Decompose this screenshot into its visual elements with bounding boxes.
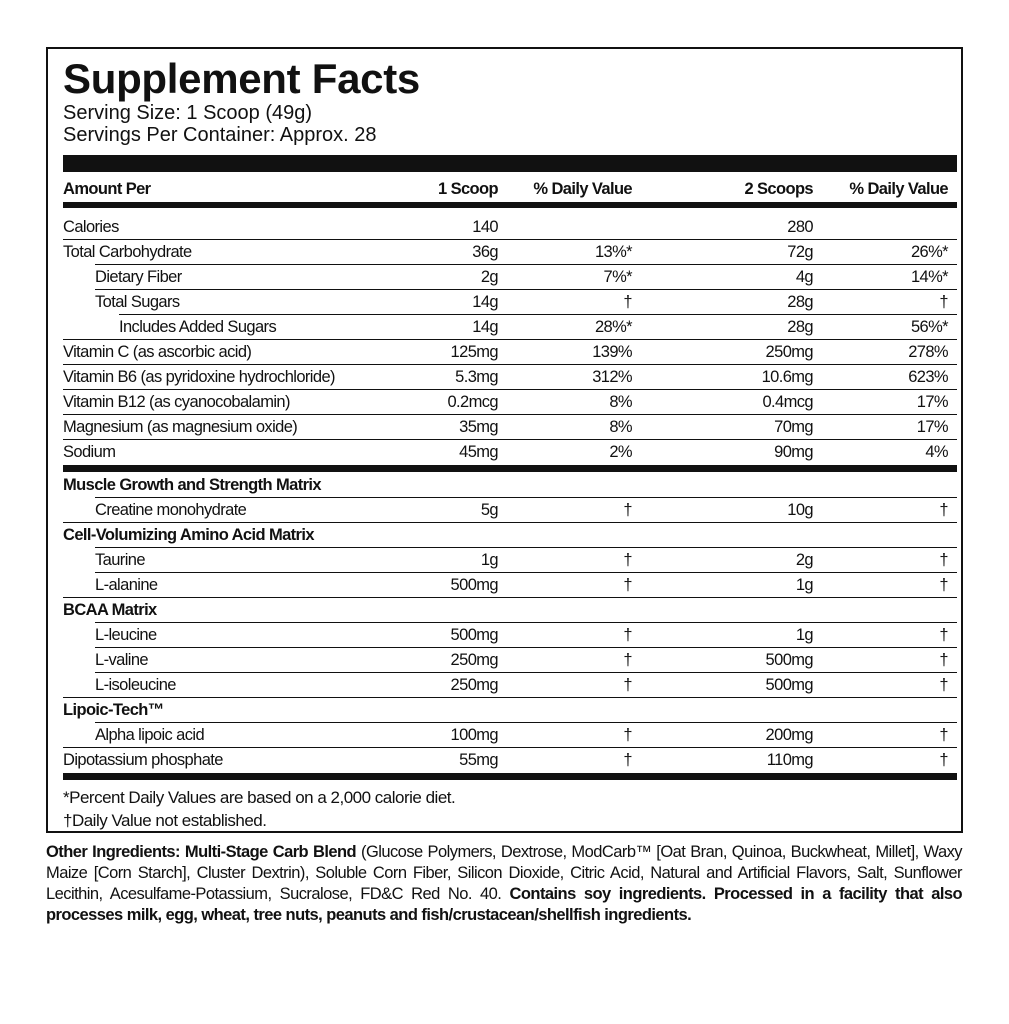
header-2-scoops: 2 Scoops xyxy=(744,180,813,198)
amount-1-scoop: 140 xyxy=(472,218,498,236)
table-row xyxy=(63,572,957,597)
dv-2-scoops: † xyxy=(939,676,948,694)
amount-2-scoops: 500mg xyxy=(765,676,813,694)
amount-2-scoops: 28g xyxy=(787,293,813,311)
ingredients-text: (Glucose Polymers, Dextrose, ModCarb™ [Oat Bran, Quinoa, Buckwheat, Millet], Waxy Maize [Corn Starch], Cluster Dextrin), Soluble Corn Fiber, Silicon Dioxide, Citric Acid, Natural and Artificial Flavors, Salt, Sunflower Lecithin, Acesulfame-Potassium, Sucralose, FD&C Red No. 40. xyxy=(46,843,962,903)
section-heading-row xyxy=(63,597,957,622)
amount-1-scoop: 0.2mcg xyxy=(447,393,498,411)
dv-2-scoops: † xyxy=(939,726,948,744)
nutrient-label: Sodium xyxy=(63,443,116,461)
table-row xyxy=(63,214,957,239)
medium-divider xyxy=(63,202,957,208)
header-dv-2: % Daily Value xyxy=(849,180,948,198)
nutrient-label: Creatine monohydrate xyxy=(95,501,247,519)
amount-1-scoop: 500mg xyxy=(450,576,498,594)
dv-2-scoops: † xyxy=(939,651,948,669)
dv-2-scoops: 26%* xyxy=(910,243,948,261)
amount-1-scoop: 125mg xyxy=(450,343,498,361)
other-ingredients xyxy=(46,842,962,926)
dv-2-scoops: † xyxy=(939,551,948,569)
dv-2-scoops: 14%* xyxy=(910,268,948,286)
footnote-dagger: †Daily Value not established. xyxy=(63,811,267,830)
footnote-percent-dv: *Percent Daily Values are based on a 2,000 calorie diet. xyxy=(63,788,456,807)
nutrient-label: L-valine xyxy=(95,651,148,669)
dv-1-scoop: 13%* xyxy=(594,243,632,261)
table-row xyxy=(63,264,957,289)
amount-2-scoops: 500mg xyxy=(765,651,813,669)
table-header xyxy=(63,172,957,202)
amount-1-scoop: 35mg xyxy=(459,418,498,436)
amount-1-scoop: 5.3mg xyxy=(455,368,498,386)
nutrient-label: Magnesium (as magnesium oxide) xyxy=(63,418,298,436)
table-row xyxy=(63,547,957,572)
dv-1-scoop: 2% xyxy=(609,443,632,461)
servings-per-container: Servings Per Container: Approx. 28 xyxy=(63,124,377,146)
amount-1-scoop: 14g xyxy=(472,318,498,336)
nutrient-label: Calories xyxy=(63,218,119,236)
amount-2-scoops: 0.4mcg xyxy=(762,393,813,411)
amount-2-scoops: 10g xyxy=(787,501,813,519)
amount-2-scoops: 1g xyxy=(795,576,813,594)
nutrient-label: Taurine xyxy=(95,551,145,569)
nutrient-label: Includes Added Sugars xyxy=(119,318,277,336)
dv-1-scoop: † xyxy=(623,626,632,644)
dv-1-scoop: † xyxy=(623,576,632,594)
amount-2-scoops: 280 xyxy=(787,218,813,236)
nutrient-label: Total Sugars xyxy=(95,293,180,311)
table-row xyxy=(63,647,957,672)
amount-2-scoops: 250mg xyxy=(765,343,813,361)
amount-1-scoop: 250mg xyxy=(450,676,498,694)
nutrient-label: Dietary Fiber xyxy=(95,268,182,286)
supplement-facts-panel xyxy=(46,47,963,833)
amount-1-scoop: 250mg xyxy=(450,651,498,669)
amount-1-scoop: 45mg xyxy=(459,443,498,461)
amount-1-scoop: 36g xyxy=(472,243,498,261)
amount-2-scoops: 1g xyxy=(795,626,813,644)
facts-table xyxy=(63,155,957,780)
serving-size: Serving Size: 1 Scoop (49g) xyxy=(63,102,313,124)
dv-1-scoop: † xyxy=(623,676,632,694)
dv-2-scoops: 56%* xyxy=(910,318,948,336)
section-label: Lipoic-Tech™ xyxy=(63,701,164,719)
table-row xyxy=(63,364,957,389)
dv-2-scoops: 17% xyxy=(916,393,948,411)
amount-2-scoops: 4g xyxy=(795,268,813,286)
nutrient-label: Vitamin B6 (as pyridoxine hydrochloride) xyxy=(63,368,335,386)
amount-2-scoops: 200mg xyxy=(765,726,813,744)
dv-1-scoop: 312% xyxy=(592,368,632,386)
dv-1-scoop: † xyxy=(623,293,632,311)
header-1-scoop: 1 Scoop xyxy=(438,180,498,198)
amount-2-scoops: 70mg xyxy=(774,418,813,436)
amount-2-scoops: 90mg xyxy=(774,443,813,461)
blend-name: Multi-Stage Carb Blend xyxy=(184,843,357,861)
amount-2-scoops: 2g xyxy=(795,551,813,569)
table-row xyxy=(63,314,957,339)
amount-1-scoop: 55mg xyxy=(459,751,498,769)
dv-2-scoops: † xyxy=(939,751,948,769)
dv-1-scoop: † xyxy=(623,751,632,769)
nutrient-label: L-isoleucine xyxy=(95,676,176,694)
allergen-statement: Contains soy ingredients. Processed in a facility that also processes milk, egg, wheat, tree nuts, peanuts and fish/crustacean/shellfish ingredients. xyxy=(46,885,963,924)
table-row xyxy=(63,389,957,414)
table-row xyxy=(63,622,957,647)
nutrient-label: Vitamin C (as ascorbic acid) xyxy=(63,343,252,361)
table-row xyxy=(63,289,957,314)
section-label: BCAA Matrix xyxy=(63,601,157,619)
amount-2-scoops: 72g xyxy=(787,243,813,261)
header-dv-1: % Daily Value xyxy=(533,180,632,198)
dv-1-scoop: 28%* xyxy=(594,318,632,336)
nutrient-label: Vitamin B12 (as cyanocobalamin) xyxy=(63,393,290,411)
amount-1-scoop: 100mg xyxy=(450,726,498,744)
dv-1-scoop: 139% xyxy=(592,343,632,361)
thick-divider xyxy=(63,155,957,172)
table-row xyxy=(63,747,957,772)
nutrient-label: L-alanine xyxy=(95,576,158,594)
table-row xyxy=(63,722,957,747)
thick-divider xyxy=(63,465,957,472)
other-ingredients-label: Other Ingredients: xyxy=(46,843,180,861)
section-label: Cell-Volumizing Amino Acid Matrix xyxy=(63,526,314,544)
table-row xyxy=(63,497,957,522)
dv-1-scoop: 8% xyxy=(609,393,632,411)
dv-2-scoops: † xyxy=(939,293,948,311)
dv-1-scoop: † xyxy=(623,651,632,669)
section-heading-row xyxy=(63,472,957,497)
header-amount-per: Amount Per xyxy=(63,180,151,198)
dv-2-scoops: 4% xyxy=(925,443,948,461)
amount-2-scoops: 10.6mg xyxy=(761,368,813,386)
dv-1-scoop: 7%* xyxy=(603,268,632,286)
table-row xyxy=(63,414,957,439)
section-label: Muscle Growth and Strength Matrix xyxy=(63,476,321,494)
table-row xyxy=(63,239,957,264)
table-row xyxy=(63,672,957,697)
dv-2-scoops: † xyxy=(939,576,948,594)
thick-divider xyxy=(63,773,957,780)
amount-2-scoops: 110mg xyxy=(766,751,813,769)
nutrient-label: Dipotassium phosphate xyxy=(63,751,223,769)
nutrient-label: L-leucine xyxy=(95,626,157,644)
dv-1-scoop: † xyxy=(623,726,632,744)
dv-2-scoops: 17% xyxy=(916,418,948,436)
panel-title: Supplement Facts xyxy=(63,55,420,102)
section-heading-row xyxy=(63,522,957,547)
amount-1-scoop: 500mg xyxy=(450,626,498,644)
amount-1-scoop: 1g xyxy=(480,551,498,569)
table-row xyxy=(63,439,957,464)
dv-2-scoops: † xyxy=(939,626,948,644)
dv-2-scoops: 278% xyxy=(908,343,948,361)
dv-1-scoop: 8% xyxy=(609,418,632,436)
table-row xyxy=(63,339,957,364)
dv-1-scoop: † xyxy=(623,501,632,519)
section-heading-row xyxy=(63,697,957,722)
amount-1-scoop: 5g xyxy=(480,501,498,519)
amount-1-scoop: 14g xyxy=(472,293,498,311)
dv-1-scoop: † xyxy=(623,551,632,569)
dv-2-scoops: 623% xyxy=(908,368,948,386)
nutrient-label: Total Carbohydrate xyxy=(63,243,192,261)
nutrient-label: Alpha lipoic acid xyxy=(95,726,205,744)
amount-1-scoop: 2g xyxy=(480,268,498,286)
amount-2-scoops: 28g xyxy=(787,318,813,336)
dv-2-scoops: † xyxy=(939,501,948,519)
